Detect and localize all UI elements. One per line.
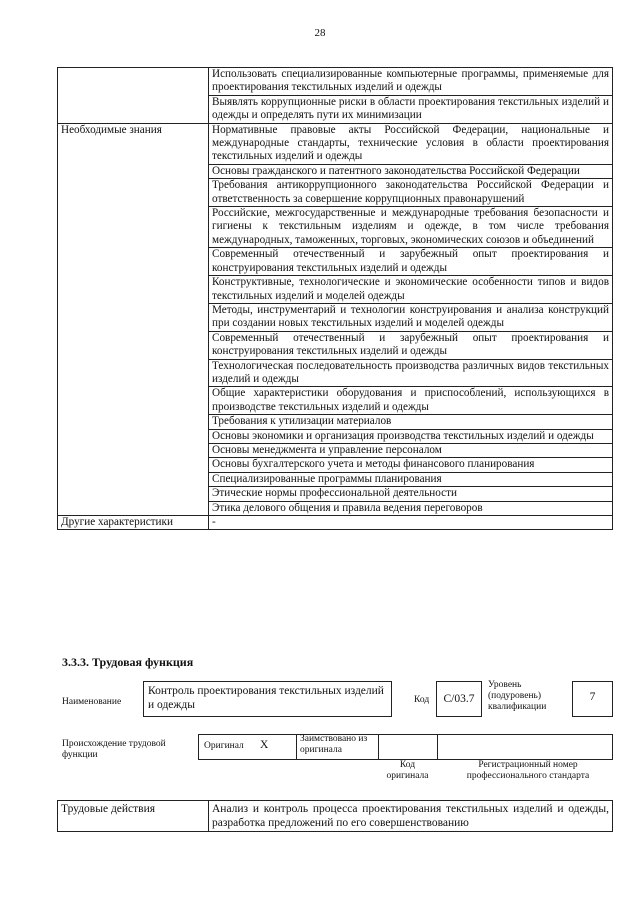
row-item: Нормативные правовые акты Российской Федерации, национальные и международные стандарты, технические условия в области проектирования текстильных изделий и одежды (209, 123, 613, 164)
row-item: Основы бухгалтерского учета и методы финансового планирования (209, 458, 613, 472)
function-code: C/03.7 (436, 681, 482, 717)
labor-actions-label: Трудовые действия (58, 801, 209, 832)
code-original-caption: Код оригинала (386, 760, 429, 781)
table-row (58, 68, 613, 96)
original-mark: X (260, 739, 269, 751)
row-item: Современный отечественный и зарубежный опыт проектирования и конструирования текстильных изделий и одежды (209, 248, 613, 276)
page-number: 28 (314, 27, 326, 39)
row-item: Этические нормы профессиональной деятельности (209, 487, 613, 501)
row-item: Основы экономики и организация производства текстильных изделий и одежды (209, 429, 613, 443)
function-name-box (143, 681, 392, 717)
qualification-level: 7 (572, 681, 613, 717)
row-item: Современный отечественный и зарубежный опыт проектирования и конструирования текстильных изделий и одежды (209, 331, 613, 359)
labor-actions-value: Анализ и контроль процесса проектирования текстильных изделий и одежды, разработка предложений по его совершенствованию (209, 801, 613, 832)
table-row (58, 516, 613, 530)
borrowed-label: Заимствовано из оригинала (300, 734, 368, 755)
row-item: Выявлять коррупционные риски в области проектирования текстильных изделий и одежды и определять пути их минимизации (209, 95, 613, 123)
code-label: Код (414, 695, 430, 705)
table-row (58, 123, 613, 164)
original-label: Оригинал (204, 741, 244, 751)
row-item: Использовать специализированные компьютерные программы, применяемые для проектирования текстильных изделий и одежды (209, 68, 613, 96)
section-title: 3.3.3. Трудовая функция (62, 655, 194, 669)
origin-label: Происхождение трудовой функции (62, 739, 166, 760)
row-item: Этика делового общения и правила ведения переговоров (209, 501, 613, 515)
row-item: Требования антикоррупционного законодательства Российской Федерации и ответственность за совершение коррупционных правонарушений (209, 179, 613, 207)
row-item: Технологическая последовательность производства различных видов текстильных изделий и одежды (209, 359, 613, 387)
reg-number-caption: Регистрационный номер профессионального стандарта (466, 760, 590, 781)
name-label: Наименование (62, 697, 122, 707)
row-item: Методы, инструментарий и технологии конструирования и анализа конструкций при создании новых текстильных изделий и моделей одежды (209, 303, 613, 331)
row-item: Специализированные программы планирования (209, 472, 613, 486)
row-item: Основы гражданского и патентного законодательства Российской Федерации (209, 164, 613, 178)
skills-knowledge-table (57, 67, 613, 530)
row-item: Общие характеристики оборудования и приспособлений, использующихся в производстве текстильных изделий и одежды (209, 387, 613, 415)
function-name: Контроль проектирования текстильных изделий и одежды (148, 685, 384, 711)
row-item: - (209, 516, 613, 530)
row-label (58, 68, 209, 124)
level-label: Уровень (подуровень) квалификации (488, 680, 547, 712)
row-label: Другие характеристики (58, 516, 209, 530)
labor-actions-table (57, 800, 613, 832)
row-item: Требования к утилизации материалов (209, 415, 613, 429)
row-item: Российские, межгосударственные и международные требования безопасности и гигиены к текстильным изделиям и одежде, в том числе требования международных, таможенных, торговых, экономических союзов и объединений (209, 207, 613, 248)
row-item: Основы менеджмента и управление персоналом (209, 443, 613, 457)
row-item: Конструктивные, технологические и экономические особенности типов и видов текстильных изделий и моделей одежды (209, 276, 613, 304)
row-label: Необходимые знания (58, 123, 209, 515)
